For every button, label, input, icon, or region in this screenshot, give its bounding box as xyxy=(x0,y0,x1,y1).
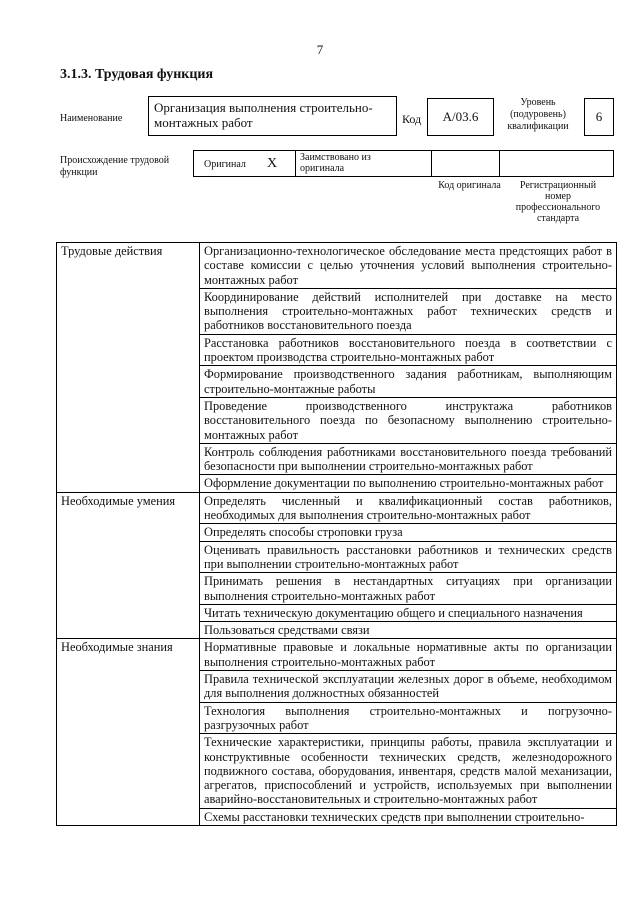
item-cell: Определять способы строповки груза xyxy=(200,524,617,541)
item-cell: Формирование производственного задания работникам, выполняющим строительно-монтажные работы xyxy=(200,366,617,398)
function-name: Организация выполнения строительно-монтажных работ xyxy=(148,96,397,136)
table-row xyxy=(57,492,617,524)
original-label: Оригинал xyxy=(204,159,246,170)
item-cell: Определять численный и квалификационный состав работников, необходимых для выполнения строительно-монтажных работ xyxy=(200,492,617,524)
item-cell: Оформление документации по выполнению строительно-монтажных работ xyxy=(200,475,617,492)
item-cell: Организационно-технологическое обследование места предстоящих работ в составе комиссии с целью уточнения условий выполнения строительно-монтажных работ xyxy=(200,243,617,289)
original-cell xyxy=(194,151,296,176)
caption-original-code: Код оригинала xyxy=(438,180,501,191)
qualification-level: 6 xyxy=(584,98,614,136)
item-cell: Нормативные правовые и локальные нормативные акты по организации выполнения строительно-монтажных работ xyxy=(200,639,617,671)
table-row xyxy=(57,639,617,671)
item-cell: Расстановка работников восстановительного поезда в соответствии с проектом производства строительно-монтажных работ xyxy=(200,334,617,366)
function-code: А/03.6 xyxy=(427,98,494,136)
item-cell: Схемы расстановки технических средств при выполнении строительно- xyxy=(200,808,617,825)
item-cell: Контроль соблюдения работниками восстановительного поезда требований безопасности при выполнении строительно-монтажных работ xyxy=(200,443,617,475)
original-mark: X xyxy=(267,156,278,171)
item-cell: Технические характеристики, принципы работы, правила эксплуатации и конструктивные особенности технических средств, железнодорожного подвижного состава, оборудования, инвентаря, средств малой механизации, агрегатов, приспособлений и устройств, используемых при выполнении аварийно-восстановительных и строительно-монтажных работ xyxy=(200,734,617,808)
function-details-table xyxy=(56,242,617,826)
name-label: Наименование xyxy=(60,113,123,124)
category-cell: Трудовые действия xyxy=(57,243,200,493)
borrowed-label: Заимствовано из оригинала xyxy=(300,152,371,174)
level-label: Уровень (подуровень) квалификации xyxy=(507,97,569,132)
category-cell: Необходимые знания xyxy=(57,639,200,826)
item-cell: Принимать решения в нестандартных ситуациях при организации выполнения строительно-монтажных работ xyxy=(200,573,617,605)
borrowed-cell xyxy=(296,151,432,176)
item-cell: Правила технической эксплуатации железных дорог в объеме, необходимом для выполнения должностных обязанностей xyxy=(200,671,617,703)
item-cell: Оценивать правильность расстановки работников и технических средств при выполнении строительно-монтажных работ xyxy=(200,541,617,573)
item-cell: Проведение производственного инструктажа работников восстановительного поезда по безопасному выполнению строительно-монтажных работ xyxy=(200,397,617,443)
item-cell: Технология выполнения строительно-монтажных и погрузочно-разгрузочных работ xyxy=(200,702,617,734)
item-cell: Координирование действий исполнителей при доставке на место выполнения строительно-монтажных работ технических средств и работников восстановительного поезда xyxy=(200,288,617,334)
category-cell: Необходимые умения xyxy=(57,492,200,639)
origin-label: Происхождение трудовой функции xyxy=(60,155,170,178)
code-label: Код xyxy=(402,112,422,126)
section-title: 3.1.3. Трудовая функция xyxy=(60,67,214,82)
item-cell: Читать техническую документацию общего и специального назначения xyxy=(200,604,617,621)
item-cell: Пользоваться средствами связи xyxy=(200,622,617,639)
original-code-cell xyxy=(432,151,500,176)
origin-table xyxy=(193,150,614,177)
page-number: 7 xyxy=(316,42,324,57)
registration-number-cell xyxy=(500,151,613,176)
table-row xyxy=(57,243,617,289)
caption-registration-number: Регистрационный номер профессионального стандарта xyxy=(515,180,601,224)
